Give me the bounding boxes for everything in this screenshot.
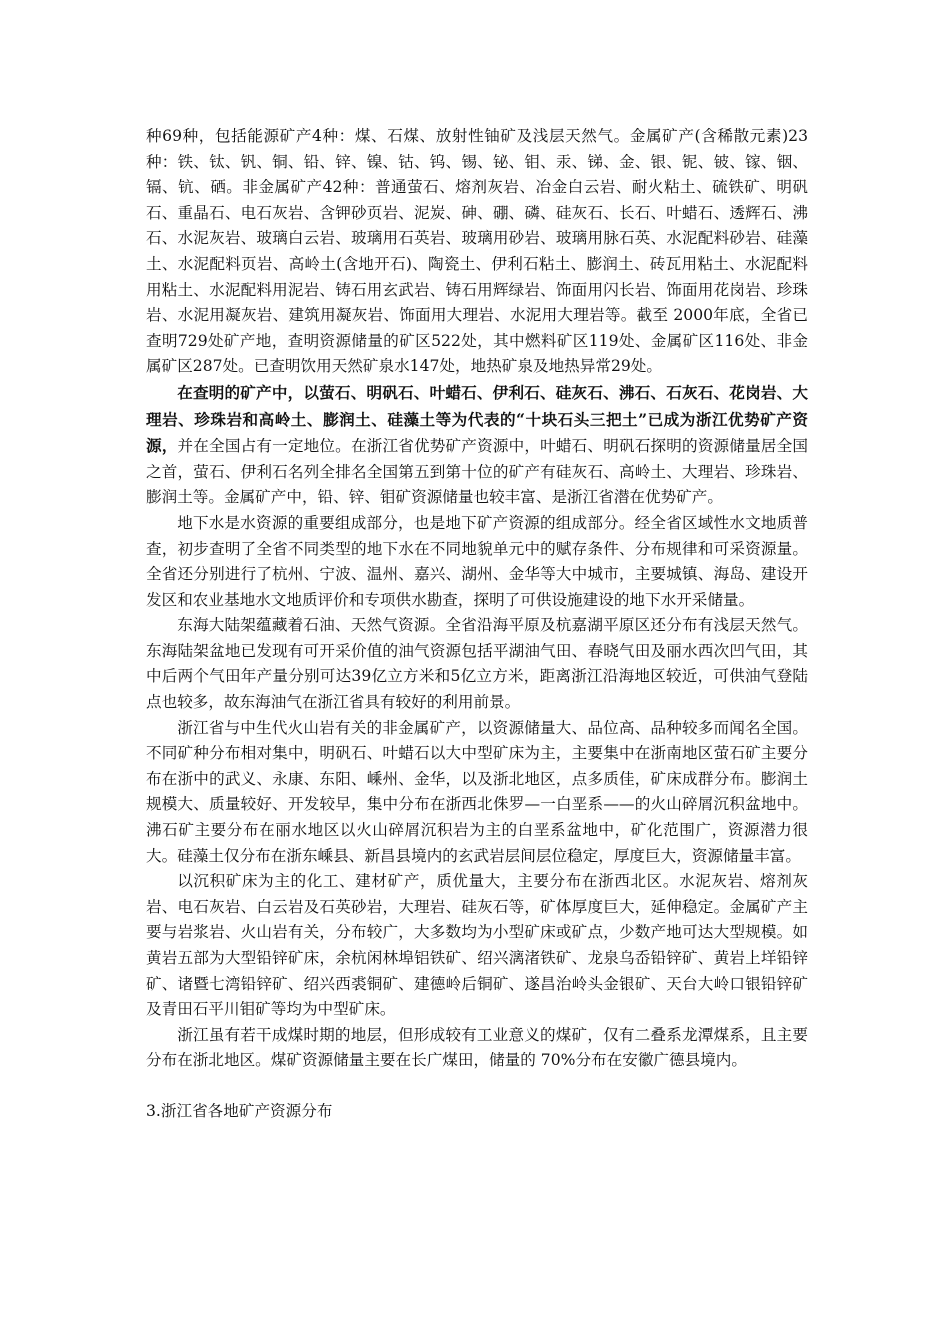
section-heading: 3.浙江省各地矿产资源分布 <box>146 1101 333 1120</box>
paragraph-text: 以沉积矿床为主的化工、建材矿产，质优量大，主要分布在浙西北区。水泥灰岩、熔剂灰岩、电石灰岩、白云岩及石英砂岩，大理岩、硅灰石等，矿体厚度巨大，延伸稳定。金属矿产主要与岩浆岩、火山岩有关，分布较广，大多数均为小型矿床或矿点，少数产地可达大型规模。如黄岩五部为大型铅锌矿床，余杭闲林埠铝铁矿、绍兴漓渚铁矿、龙泉乌岙铅锌矿、黄岩上垟铅锌矿、诸暨七湾铅锌矿、绍兴西裘铜矿、建德岭后铜矿、遂昌治岭头金银矿、天台大岭口银铅锌矿及青田石平川钼矿等均为中型矿床。 <box>146 872 808 1019</box>
document-page <box>146 124 808 1125</box>
paragraph-bold-lead: 在查明的矿产中，以萤石、明矾石、叶蜡石、伊利石、硅灰石、沸石、石灰石、花岗岩、大理岩、珍珠岩和高岭土、膨润土、硅藻土等为代表的“十块石头三把土”已成为浙江优势矿产资源， <box>146 382 808 456</box>
paragraph-groundwater <box>146 511 808 613</box>
paragraph-coal <box>146 1023 808 1074</box>
paragraph-volcanic-minerals <box>146 716 808 870</box>
paragraph-text: 并在全国占有一定地位。在浙江省优势矿产资源中，叶蜡石、明矾石探明的资源储量居全国之首，萤石、伊利石名列全排名全国第五到第十位的矿产有硅灰石、高岭土、大理岩、珍珠岩、膨润土等。金属矿产中，铅、锌、钼矿资源储量也较丰富、是浙江省潜在优势矿产。 <box>146 437 808 507</box>
paragraph-text: 浙江省与中生代火山岩有关的非金属矿产，以资源储量大、品位高、品种较多而闻名全国。不同矿种分布相对集中，明矾石、叶蜡石以大中型矿床为主，主要集中在浙南地区萤石矿主要分布在浙中的武义、永康、东阳、嵊州、金华，以及浙北地区，点多质佳，矿床成群分布。膨润土规模大、质量较好、开发较早，集中分布在浙西北侏罗—一白垩系——的火山碎屑沉积盆地中。沸石矿主要分布在丽水地区以火山碎屑沉积岩为主的白垩系盆地中，矿化范围广，资源潜力很大。硅藻土仅分布在浙东嵊县、新昌县境内的玄武岩层间层位稳定，厚度巨大，资源储量丰富。 <box>146 718 808 865</box>
paragraph-mineral-types <box>146 124 808 380</box>
paragraph-east-china-sea <box>146 613 808 715</box>
paragraph-sedimentary-minerals <box>146 869 808 1023</box>
paragraph-text: 东海大陆架蕴藏着石油、天然气资源。全省沿海平原及杭嘉湖平原区还分布有浅层天然气。东海陆架盆地已发现有可开采价值的油气资源包括平湖油气田、春晓气田及丽水西次凹气田，其中后两个气田年产量分别可达39亿立方米和5亿立方米，距离浙江沿海地区较近，可供油气登陆点也较多，故东海油气在浙江省具有较好的利用前景。 <box>146 616 808 712</box>
paragraph-text: 浙江虽有若干成煤时期的地层，但形成较有工业意义的煤矿，仅有二叠系龙潭煤系，且主要分布在浙北地区。煤矿资源储量主要在长广煤田，储量的 70%分布在安徽广德县境内。 <box>146 1025 808 1070</box>
paragraph-dominant-minerals <box>146 380 808 511</box>
paragraph-text: 地下水是水资源的重要组成部分，也是地下矿产资源的组成部分。经全省区域性水文地质普查，初步查明了全省不同类型的地下水在不同地貌单元中的赋存条件、分布规律和可采资源量。全省还分别进行了杭州、宁波、温州、嘉兴、湖州、金华等大中城市，主要城镇、海岛、建设开发区和农业基地水文地质评价和专项供水勘查，探明了可供设施建设的地下水开采储量。 <box>146 513 808 609</box>
paragraph-text: 种69种，包括能源矿产4种：煤、石煤、放射性铀矿及浅层天然气。金属矿产(含稀散元素)23种：铁、钛、钒、铜、铅、锌、镍、钴、钨、锡、铋、钼、汞、锑、金、银、铌、铍、镓、铟、镉、钪、硒。非金属矿产42种：普通萤石、熔剂灰岩、冶金白云岩、耐火粘土、硫铁矿、明矾石、重晶石、电石灰岩、含钾砂页岩、泥炭、砷、硼、磷、硅灰石、长石、叶蜡石、透辉石、沸石、水泥灰岩、玻璃白云岩、玻璃用石英岩、玻璃用砂岩、玻璃用脉石英、水泥配料砂岩、硅藻土、水泥配料页岩、高岭土(含地开石)、陶瓷土、伊利石粘土、膨润土、砖瓦用粘土、水泥配料用粘土、水泥配料用泥岩、铸石用玄武岩、铸石用辉绿岩、饰面用闪长岩、饰面用花岗岩、珍珠岩、水泥用凝灰岩、建筑用凝灰岩、饰面用大理岩、水泥用大理岩等。截至 2000年底，全省已查明729处矿产地，查明资源储量的矿区522处，其中燃料矿区119处、金属矿区116处、非金属矿区287处。已查明饮用天然矿泉水147处，地热矿泉及地热异常29处。 <box>146 127 808 376</box>
